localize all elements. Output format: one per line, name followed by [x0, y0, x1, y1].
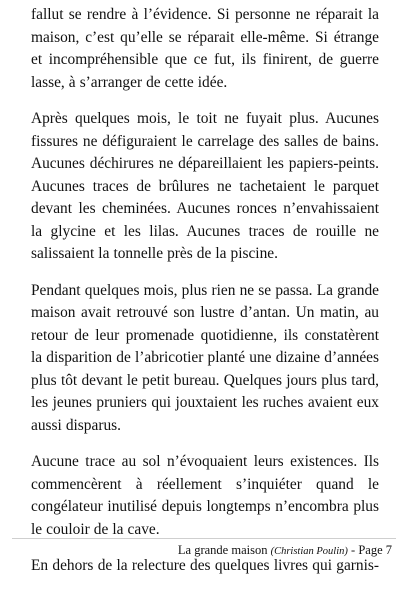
- page-footer: [178, 542, 392, 560]
- paragraph-5: En dehors de la relecture des quelques livres qui garnis-: [31, 557, 379, 574]
- body-text: [31, 4, 379, 592]
- footer-author: (Christian Poulin): [270, 546, 348, 557]
- footer-separator: -: [351, 543, 356, 557]
- paragraph-1: fallut se rendre à l’évidence. Si personne ne réparait la maison, c’est qu’elle se réparait elle-même. Si étrange et incompréhensible que ce fut, ils finirent, de guerre lasse, à s’arranger de cette idée.: [31, 6, 379, 91]
- paragraph-4: Aucune trace au sol n’évoquaient leurs existences. Ils commencèrent à réellement s’inquiéter quand le congélateur inutilisé depuis longtemps n’encombra plus le couloir de la cave.: [31, 453, 379, 538]
- paragraph-2: Après quelques mois, le toit ne fuyait plus. Aucunes fissures ne défiguraient le carrelage des salles de bains. Aucunes déchirures ne dépareillaient les papiers-peints. Aucunes traces de brûlures ne tachetaient le parquet devant les cheminées. Aucunes ronces n’envahissaient la glycine et les lilas. Aucunes traces de rouille ne salissaient la tonnelle près de la piscine.: [31, 110, 379, 262]
- footer-page-number: Page 7: [358, 543, 392, 557]
- paragraph-3: Pendant quelques mois, plus rien ne se passa. La grande maison avait retrouvé son lustre d’antan. Un matin, au retour de leur promenade quotidienne, ils constatèrent la disparition de l’abricotier planté une dizaine d’années plus tôt devant le petit bureau. Quelques jours plus tard, les jeunes pruniers qui jouxtaient les ruches avaient eux aussi disparus.: [31, 281, 379, 434]
- footer-divider: [12, 538, 396, 539]
- footer-book-title: La grande maison: [177, 543, 268, 557]
